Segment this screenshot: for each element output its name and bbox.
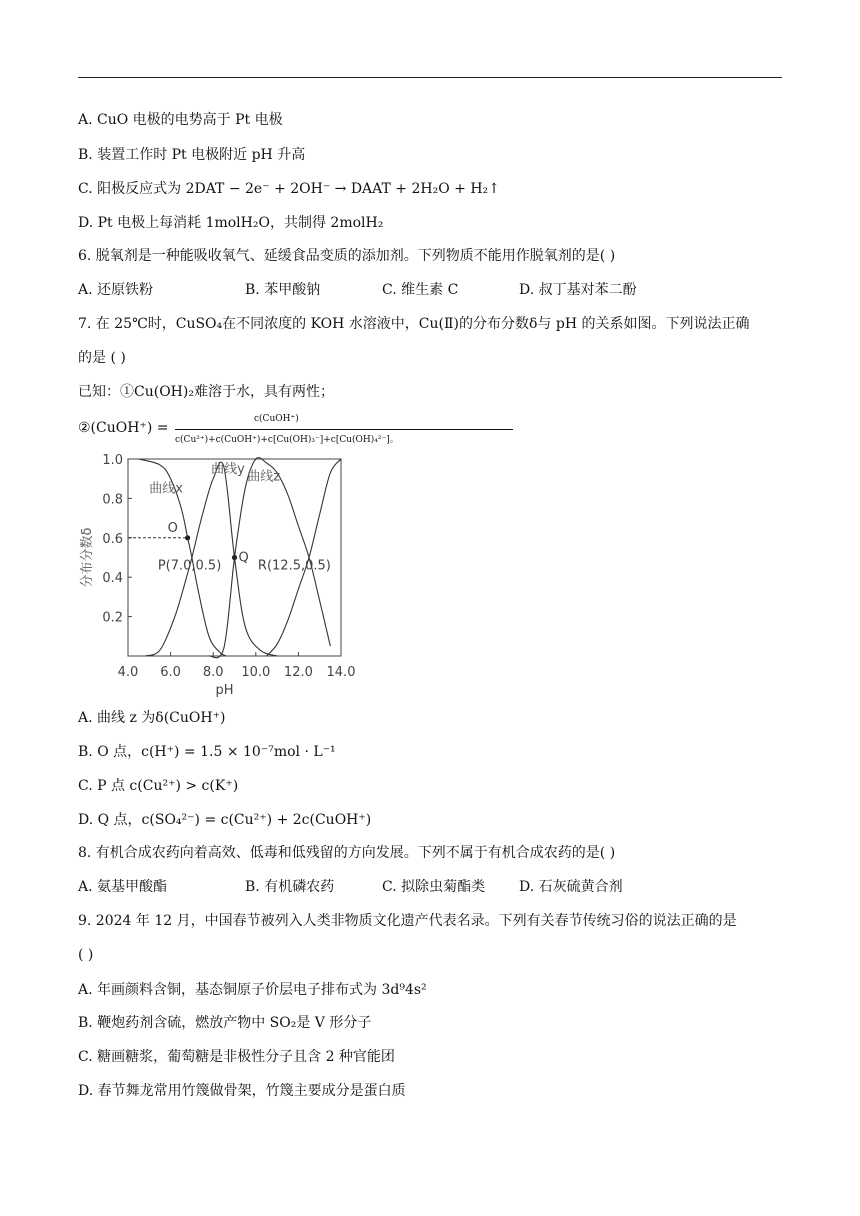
q7-stem-line2: 的是 ( ) bbox=[78, 350, 126, 366]
distribution-chart bbox=[74, 450, 364, 700]
x-tick-label: 4.0 bbox=[117, 665, 139, 680]
series-label: 曲线y bbox=[211, 461, 245, 477]
q7-known-1: 已知：①Cu(OH)₂难溶于水，具有两性； bbox=[78, 384, 334, 400]
q9-stem-line2: ( ) bbox=[78, 947, 94, 963]
y-tick-label: 0.4 bbox=[102, 571, 123, 587]
q8-stem: 8. 有机合成农药向着高效、低毒和低残留的方向发展。下列不属于有机合成农药的是( ) bbox=[78, 845, 616, 861]
fraction-bar bbox=[175, 429, 513, 430]
q7-option-a: A. 曲线 z 为δ(CuOH⁺) bbox=[78, 710, 226, 726]
q7-stem-line1: 7. 在 25℃时，CuSO₄在不同浓度的 KOH 水溶液中，Cu(Ⅱ)的分布分数δ与 pH 的关系如图。下列说法正确 bbox=[78, 316, 750, 332]
header-rule bbox=[78, 77, 782, 78]
q8-option-a: A. 氨基甲酸酯 bbox=[78, 879, 168, 895]
chart-marks bbox=[128, 535, 237, 560]
q9-option-c: C. 糖画糖浆，葡萄糖是非极性分子且含 2 种官能团 bbox=[78, 1049, 395, 1065]
q7-option-d: D. Q 点，c(SO₄²⁻) = c(Cu²⁺) + 2c(CuOH⁺) bbox=[78, 812, 372, 828]
x-tick-label: 8.0 bbox=[202, 665, 224, 680]
y-tick-label: 0.2 bbox=[102, 610, 123, 626]
x-tick-label: 6.0 bbox=[160, 665, 181, 680]
q8-option-c: C. 拟除虫菊酯类 bbox=[382, 879, 486, 895]
q9-stem-line1: 9. 2024 年 12 月，中国春节被列入人类非物质文化遗产代表名录。下列有关春节传统习俗的说法正确的是 bbox=[78, 913, 737, 929]
q6-stem: 6. 脱氧剂是一种能吸收氧气、延缓食品变质的添加剂。下列物质不能用作脱氧剂的是( ) bbox=[78, 248, 616, 264]
y-tick-label: 0.8 bbox=[102, 492, 123, 508]
q5-option-c: C. 阳极反应式为 2DAT − 2e⁻ + 2OH⁻ → DAAT + 2H₂O + H₂↑ bbox=[78, 181, 500, 197]
q6-option-d: D. 叔丁基对苯二酚 bbox=[519, 282, 637, 298]
x-axis-label: pH bbox=[215, 683, 234, 698]
series-label: 曲线x bbox=[149, 481, 184, 497]
series-label: 曲线z bbox=[247, 469, 281, 485]
formula-denominator: c(Cu²⁺)+c(CuOH⁺)+c[Cu(OH)₃⁻]+c[Cu(OH)₄²⁻]。 bbox=[175, 435, 399, 445]
q9-option-b: B. 鞭炮药剂含硫，燃放产物中 SO₂是 V 形分子 bbox=[78, 1015, 372, 1031]
y-tick-label: 0.6 bbox=[102, 531, 123, 547]
q8-option-d: D. 石灰硫黄合剂 bbox=[519, 879, 623, 895]
q7-option-b: B. O 点，c(H⁺) = 1.5 × 10⁻⁷mol · L⁻¹ bbox=[78, 744, 336, 760]
point-o-label: O bbox=[167, 520, 178, 536]
q6-option-a: A. 还原铁粉 bbox=[78, 282, 154, 298]
q8-option-b: B. 有机磷农药 bbox=[245, 879, 335, 895]
formula-lhs: ②(CuOH⁺) = bbox=[78, 420, 169, 436]
point-annotation: P(7.0,0.5) bbox=[157, 558, 222, 574]
x-tick-label: 12.0 bbox=[283, 665, 313, 680]
q6-option-b: B. 苯甲酸钠 bbox=[245, 282, 321, 298]
q7-option-c: C. P 点 c(Cu²⁺) > c(K⁺) bbox=[78, 778, 239, 794]
q6-option-c: C. 维生素 C bbox=[382, 282, 459, 298]
q9-option-d: D. 春节舞龙常用竹篾做骨架，竹篾主要成分是蛋白质 bbox=[78, 1083, 406, 1099]
y-tick-label: 1.0 bbox=[102, 453, 123, 468]
point-annotation: R(12.5,0.5) bbox=[257, 558, 331, 574]
point-q bbox=[232, 555, 237, 560]
x-tick-label: 14.0 bbox=[326, 665, 356, 680]
point-o bbox=[185, 535, 190, 540]
y-axis-label: 分布分数δ bbox=[80, 527, 95, 588]
q5-option-a: A. CuO 电极的电势高于 Pt 电极 bbox=[78, 112, 283, 128]
q5-option-d: D. Pt 电极上每消耗 1molH₂O，共制得 2molH₂ bbox=[78, 215, 384, 231]
formula-numerator: c(CuOH⁺) bbox=[254, 414, 299, 424]
point-q-label: Q bbox=[238, 550, 249, 566]
q9-option-a: A. 年画颜料含铜，基态铜原子价层电子排布式为 3d⁹4s² bbox=[78, 982, 427, 998]
x-tick-label: 10.0 bbox=[241, 665, 271, 680]
q5-option-b: B. 装置工作时 Pt 电极附近 pH 升高 bbox=[78, 147, 306, 163]
